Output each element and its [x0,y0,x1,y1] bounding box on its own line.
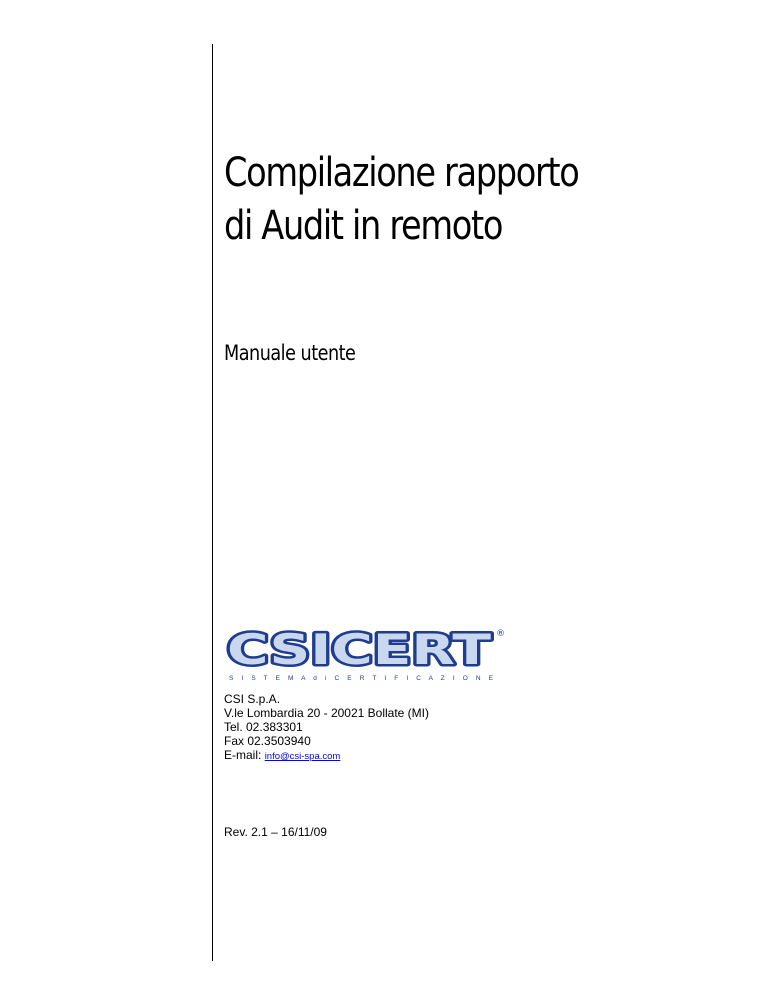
company-name: CSI S.p.A. [224,692,281,706]
company-fax: Fax 02.3503940 [224,734,311,748]
csicert-logo [223,624,510,684]
logo-wordmark: CSICERT [227,625,492,674]
company-phone: Tel. 02.383301 [224,720,303,734]
title-line-1: Compilazione rapporto [224,150,579,196]
vertical-rule [212,44,213,961]
document-subtitle: Manuale utente [224,341,356,365]
title-line-2: di Audit in remoto [224,203,503,249]
logo-tagline: S I S T E M A d i C E R T I F I C A Z I O N E [229,675,494,682]
email-label: E-mail: [224,748,262,762]
logo-registered-mark: ® [496,629,505,639]
email-link[interactable]: info@csi-spa.com [264,751,341,762]
contact-block [224,692,429,764]
company-email-row [224,748,429,764]
company-address: V.le Lombardia 20 - 20021 Bollate (MI) [224,706,430,720]
revision-info: Rev. 2.1 – 16/11/09 [224,825,327,839]
document-title [224,147,578,253]
